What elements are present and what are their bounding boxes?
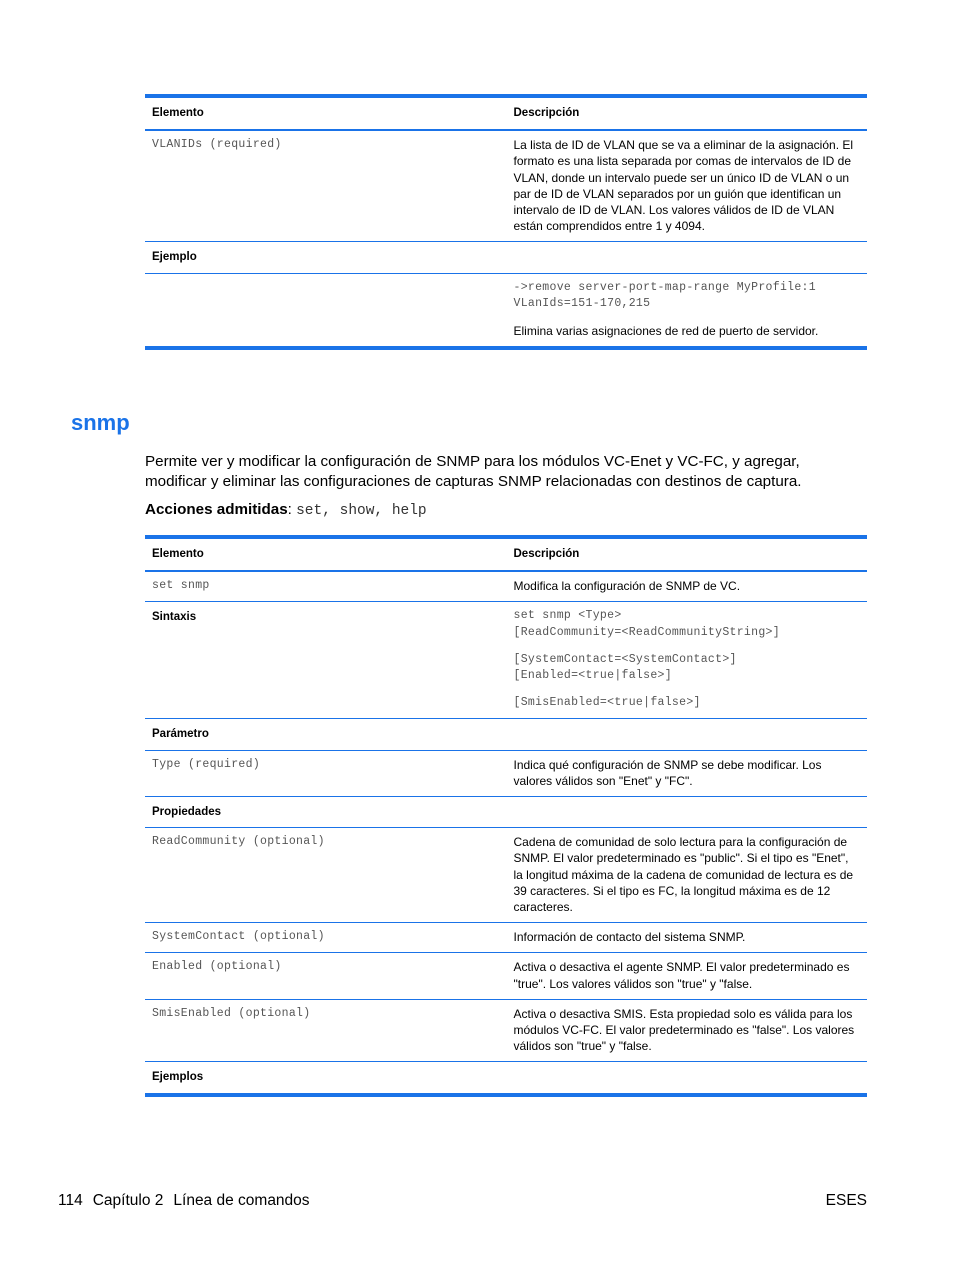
table-row: [145, 828, 867, 923]
table-header-row: [145, 537, 867, 571]
table-row: [145, 242, 867, 273]
label-cell: [145, 602, 506, 719]
supported-actions: [145, 501, 427, 519]
table-row: [145, 953, 867, 999]
element-cell: SystemContact (optional): [145, 923, 506, 953]
table-row: [145, 719, 867, 750]
page-number: 114: [58, 1192, 83, 1209]
syntax-label: Sintaxis: [152, 611, 197, 624]
example-description: Elimina varias asignaciones de red de puerto de servidor.: [513, 324, 819, 339]
vlan-ids-table: [145, 94, 867, 350]
table-row: [145, 273, 867, 348]
label-cell: [145, 242, 506, 273]
example-label: Ejemplo: [152, 251, 197, 264]
actions-separator: :: [287, 501, 297, 518]
element-cell: VLANIDs (required): [145, 130, 506, 242]
chapter-label: Capítulo 2: [92, 1192, 164, 1209]
element-cell: Type (required): [145, 750, 506, 796]
code-line: [SystemContact=<SystemContact>]: [513, 652, 737, 666]
empty-cell: [506, 797, 867, 828]
description-cell: La lista de ID de VLAN que se va a eliminar de la asignación. El formato es una lista separada por comas de intervalos de ID de VLAN, donde un intervalo puede ser un único ID de VLAN o un par de ID de VLAN separados por un guión que identifican un intervalo de ID de VLAN. Los valores válidos de ID de VLAN están comprendidos entre 1 y 4094.: [506, 130, 867, 242]
element-cell: SmisEnabled (optional): [145, 999, 506, 1062]
column-header-element: Elemento: [145, 537, 506, 571]
column-header-element: Elemento: [145, 96, 506, 130]
column-header-description: Descripción: [506, 96, 867, 130]
element-cell: set snmp: [145, 571, 506, 602]
empty-cell: [506, 1062, 867, 1095]
chapter-title: Línea de comandos: [173, 1192, 310, 1209]
table-row: [145, 797, 867, 828]
label-cell: [145, 1062, 506, 1095]
code-line: [SmisEnabled=<true|false>]: [513, 696, 701, 710]
description-cell: Activa o desactiva SMIS. Esta propiedad solo es válida para los módulos VC-FC. El valor predeterminado es "false". Los valores válidos son "true" y "false.: [506, 999, 867, 1062]
section-title: snmp: [71, 410, 130, 435]
description-cell: Modifica la configuración de SNMP de VC.: [506, 571, 867, 602]
table-row: [145, 999, 867, 1062]
table-row: [145, 130, 867, 242]
table-row: [145, 750, 867, 796]
code-line: [ReadCommunity=<ReadCommunityString>]: [513, 625, 780, 639]
code-line: set snmp <Type>: [513, 609, 622, 623]
label-cell: [145, 719, 506, 750]
description-cell: Información de contacto del sistema SNMP.: [506, 923, 867, 953]
syntax-block: [514, 608, 861, 640]
properties-label: Propiedades: [152, 806, 222, 819]
table-row: [145, 602, 867, 719]
table-row: [145, 923, 867, 953]
syntax-cell: [506, 602, 867, 719]
actions-values: set, show, help: [296, 503, 427, 519]
empty-cell: [506, 242, 867, 273]
actions-label: Acciones admitidas: [145, 501, 288, 518]
element-cell: ReadCommunity (optional): [145, 828, 506, 923]
code-line: VLanIds=151-170,215: [513, 296, 651, 310]
parameter-label: Parámetro: [152, 728, 209, 741]
code-line: [Enabled=<true|false>]: [513, 669, 672, 683]
table-row: [145, 1062, 867, 1095]
column-header-description: Descripción: [506, 537, 867, 571]
element-cell: Enabled (optional): [145, 953, 506, 999]
table-header-row: [145, 96, 867, 130]
locale-code: ESES: [825, 1192, 867, 1209]
empty-cell: [145, 273, 506, 348]
label-cell: [145, 797, 506, 828]
snmp-set-table: [145, 535, 867, 1097]
description-cell: Activa o desactiva el agente SNMP. El valor predeterminado es "true". Los valores válidos son "true" y "false.: [506, 953, 867, 999]
page-footer-left: [58, 1192, 310, 1210]
example-cell: [506, 273, 867, 348]
syntax-block: [514, 695, 861, 711]
example-command: [514, 280, 861, 312]
table-row: [145, 571, 867, 602]
code-line: ->remove server-port-map-range MyProfile:1: [513, 280, 816, 294]
empty-cell: [506, 719, 867, 750]
section-intro: Permite ver y modificar la configuración de SNMP para los módulos VC-Enet y VC-FC, y agregar, modificar y eliminar las configuraciones de capturas SNMP relacionadas con destinos de captura.: [145, 453, 802, 490]
description-cell: Cadena de comunidad de solo lectura para la configuración de SNMP. El valor predeterminado es "public". Si el tipo es "Enet", la longitud máxima de la cadena de comunidad de lectura es de 39 caracteres. Si el tipo es FC, la longitud máxima es de 12 caracteres.: [506, 828, 867, 923]
examples-label: Ejemplos: [152, 1071, 204, 1084]
description-cell: Indica qué configuración de SNMP se debe modificar. Los valores válidos son "Enet" y "FC".: [506, 750, 867, 796]
syntax-block: [514, 652, 861, 684]
